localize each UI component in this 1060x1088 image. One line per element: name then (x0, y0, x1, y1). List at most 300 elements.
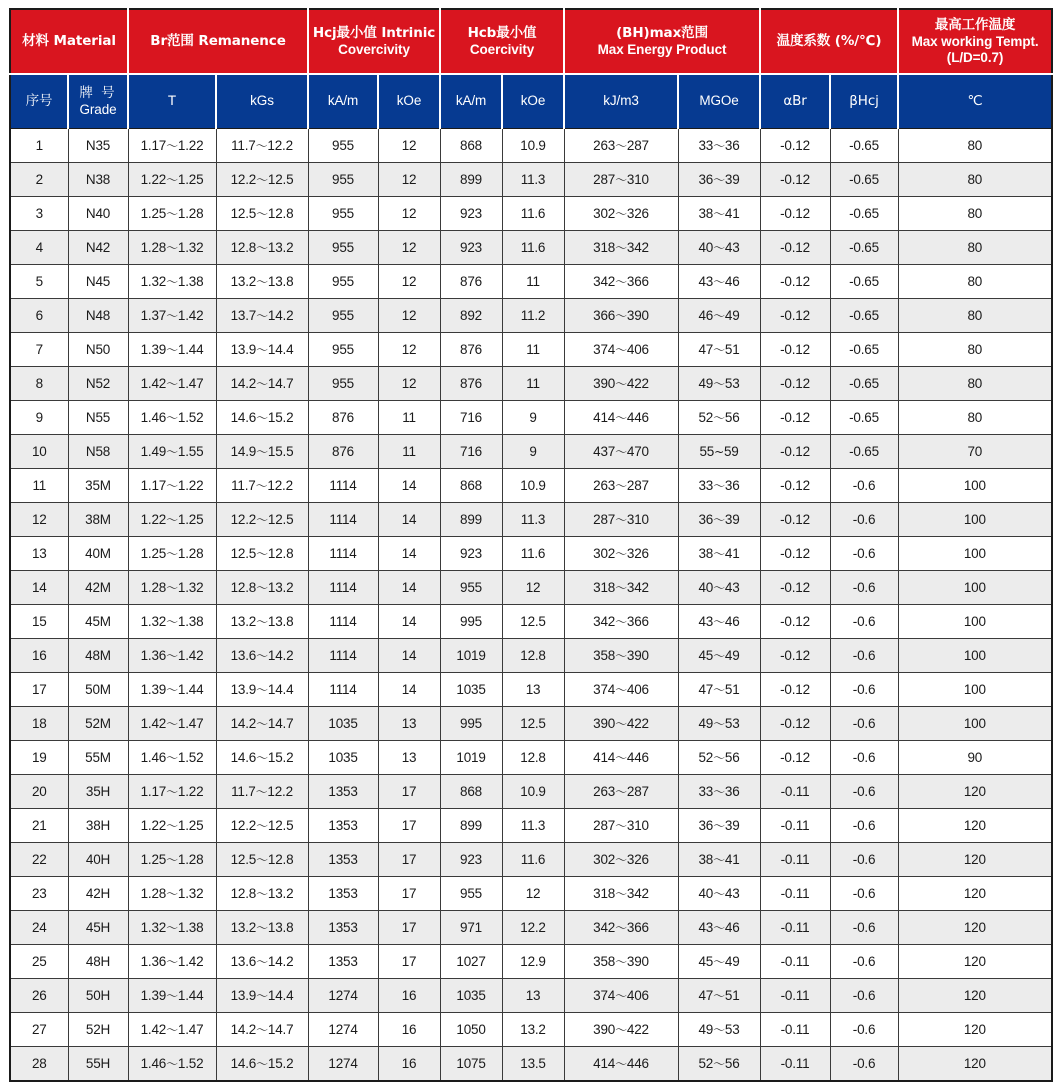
cell-grade: N50 (68, 333, 128, 367)
cell-hcj-kam: 955 (308, 231, 378, 265)
cell-hcj-koe: 12 (378, 299, 440, 333)
value-part: 14.7 (267, 1022, 294, 1037)
range-separator: ～ (713, 649, 725, 663)
range-separator: ～ (615, 377, 627, 391)
cell-bh-kjm3 (564, 775, 678, 809)
cell-temp-c: 80 (898, 333, 1052, 367)
cell-hcb-koe: 11.6 (502, 843, 564, 877)
value-part: 1.52 (177, 1056, 204, 1071)
cell-bh-kjm3 (564, 299, 678, 333)
text-line: 牌 号 (79, 85, 117, 102)
value-part: 12.5 (267, 818, 294, 833)
cell-abr: -0.12 (760, 537, 830, 571)
cell-bhcj: -0.6 (830, 877, 898, 911)
text-line: T (167, 93, 177, 109)
cell-hcj-koe: 13 (378, 707, 440, 741)
text-line: 温度系数 (%/℃) (776, 33, 882, 50)
cell-hcj-kam: 1035 (308, 707, 378, 741)
cell-br-t (128, 469, 216, 503)
cell-temp-c: 120 (898, 1047, 1052, 1082)
value-part: 12.5 (267, 512, 294, 527)
value-part: 1.44 (177, 988, 204, 1003)
range-separator: ～ (256, 241, 268, 255)
range-separator: ～ (256, 581, 268, 595)
value-part: 1.42 (140, 1022, 167, 1037)
cell-hcj-kam: 1114 (308, 469, 378, 503)
cell-bh-mgoe (678, 299, 760, 333)
cell-bh-mgoe (678, 401, 760, 435)
range-separator: ～ (615, 989, 627, 1003)
cell-temp-c: 70 (898, 435, 1052, 469)
cell-hcj-koe: 12 (378, 231, 440, 265)
table-row (10, 401, 1052, 435)
cell-hcb-kam: 923 (440, 231, 502, 265)
range-separator: ～ (713, 343, 725, 357)
cell-abr: -0.11 (760, 945, 830, 979)
value-part: 1.28 (177, 206, 204, 221)
cell-grade: 35M (68, 469, 128, 503)
value-part: 15.2 (267, 410, 294, 425)
value-part: 263 (593, 138, 616, 153)
cell-seq: 16 (10, 639, 68, 673)
cell-bh-kjm3 (564, 231, 678, 265)
value-part: 1.22 (140, 512, 167, 527)
value-part: 470 (626, 444, 649, 459)
header-unit-grade (68, 74, 128, 129)
cell-hcb-kam: 899 (440, 503, 502, 537)
cell-br-kgs (216, 1047, 308, 1082)
header-unit-row (10, 74, 1052, 129)
cell-br-kgs (216, 1013, 308, 1047)
text-line: αBr (783, 93, 807, 110)
value-part: 51 (724, 988, 740, 1003)
cell-hcj-kam: 1114 (308, 605, 378, 639)
value-part: 45 (698, 648, 714, 663)
value-part: 342 (593, 920, 616, 935)
value-part: 1.36 (140, 648, 167, 663)
value-part: 49 (698, 716, 714, 731)
value-part: 53 (724, 376, 740, 391)
value-part: 1.28 (140, 580, 167, 595)
range-separator: ～ (615, 1023, 627, 1037)
value-part: 12.5 (230, 206, 257, 221)
cell-hcb-koe: 11.6 (502, 197, 564, 231)
cell-br-kgs (216, 775, 308, 809)
range-separator: ～ (713, 309, 725, 323)
cell-grade: 52H (68, 1013, 128, 1047)
cell-hcb-koe: 12.8 (502, 741, 564, 775)
cell-bhcj: -0.6 (830, 741, 898, 775)
table-row (10, 129, 1052, 163)
range-separator: ～ (615, 581, 627, 595)
range-separator: ～ (166, 751, 178, 765)
value-part: 1.17 (140, 138, 167, 153)
cell-br-kgs (216, 299, 308, 333)
table-row (10, 843, 1052, 877)
cell-bh-mgoe (678, 1047, 760, 1082)
value-part: 310 (626, 172, 649, 187)
header-group-hcb (440, 9, 564, 74)
cell-hcj-koe: 11 (378, 401, 440, 435)
cell-br-t (128, 673, 216, 707)
range-separator: ～ (615, 649, 627, 663)
cell-seq: 28 (10, 1047, 68, 1082)
cell-abr: -0.12 (760, 333, 830, 367)
cell-bh-kjm3 (564, 469, 678, 503)
table-row (10, 571, 1052, 605)
cell-br-kgs (216, 741, 308, 775)
range-separator: ～ (713, 411, 725, 425)
cell-bh-kjm3 (564, 1013, 678, 1047)
cell-temp-c: 80 (898, 367, 1052, 401)
value-part: 11.7 (231, 784, 256, 799)
value-part: 390 (626, 308, 649, 323)
value-part: 13.9 (230, 342, 257, 357)
cell-temp-c: 80 (898, 265, 1052, 299)
value-part: 12.2 (267, 784, 293, 799)
cell-br-t (128, 707, 216, 741)
value-part: 59 (723, 444, 739, 459)
value-part: 12.8 (230, 240, 257, 255)
cell-hcj-kam: 1114 (308, 503, 378, 537)
cell-temp-c: 100 (898, 639, 1052, 673)
value-part: 302 (593, 546, 616, 561)
range-separator: ～ (166, 411, 178, 425)
text-line: (L/D=0.7) (946, 49, 1004, 65)
cell-bh-kjm3 (564, 197, 678, 231)
cell-seq: 3 (10, 197, 68, 231)
cell-hcb-kam: 1019 (440, 741, 502, 775)
cell-bhcj: -0.6 (830, 843, 898, 877)
cell-abr: -0.12 (760, 469, 830, 503)
text-line: Max working Tempt. (911, 34, 1039, 50)
value-part: 1.52 (177, 410, 204, 425)
value-part: 1.42 (140, 376, 167, 391)
cell-abr: -0.12 (760, 707, 830, 741)
cell-br-t (128, 401, 216, 435)
range-separator: ～ (713, 275, 725, 289)
value-part: 1.25 (177, 172, 204, 187)
value-part: 14.2 (267, 648, 294, 663)
text-line: Max Energy Product (597, 42, 727, 57)
cell-abr: -0.12 (760, 197, 830, 231)
cell-seq: 4 (10, 231, 68, 265)
value-part: 41 (724, 546, 740, 561)
cell-seq: 1 (10, 129, 68, 163)
range-separator: ～ (166, 785, 178, 799)
range-separator: ～ (615, 1057, 627, 1071)
cell-bhcj: -0.6 (830, 809, 898, 843)
cell-bh-mgoe (678, 707, 760, 741)
value-part: 12.8 (230, 580, 257, 595)
table-row (10, 197, 1052, 231)
value-part: 36 (724, 138, 740, 153)
value-part: 52 (698, 750, 714, 765)
cell-grade: 35H (68, 775, 128, 809)
range-separator: ～ (255, 139, 268, 153)
value-part: 414 (593, 410, 616, 425)
value-part: 1.28 (177, 546, 204, 561)
cell-hcj-koe: 17 (378, 775, 440, 809)
cell-hcb-koe: 12.9 (502, 945, 564, 979)
value-part: 13.2 (230, 920, 257, 935)
value-part: 1.42 (177, 954, 204, 969)
range-separator: ～ (256, 309, 268, 323)
cell-seq: 26 (10, 979, 68, 1013)
value-part: 47 (698, 988, 714, 1003)
cell-bh-mgoe (678, 775, 760, 809)
cell-seq: 21 (10, 809, 68, 843)
value-part: 1.22 (140, 172, 167, 187)
cell-seq: 18 (10, 707, 68, 741)
header-group-bhmax (564, 9, 760, 74)
cell-grade: 45M (68, 605, 128, 639)
cell-abr: -0.12 (760, 163, 830, 197)
cell-seq: 2 (10, 163, 68, 197)
range-separator: ～ (256, 411, 268, 425)
cell-bhcj: -0.65 (830, 401, 898, 435)
value-part: 12.2 (267, 478, 293, 493)
cell-temp-c: 90 (898, 741, 1052, 775)
value-part: 13.6 (230, 648, 257, 663)
table-head (10, 9, 1052, 129)
cell-hcb-kam: 955 (440, 877, 502, 911)
value-part: 342 (593, 274, 616, 289)
value-part: 33 (698, 138, 714, 153)
cell-br-t (128, 843, 216, 877)
cell-hcb-koe: 9 (502, 401, 564, 435)
cell-bhcj: -0.65 (830, 129, 898, 163)
cell-temp-c: 80 (898, 299, 1052, 333)
cell-br-t (128, 265, 216, 299)
range-separator: ～ (615, 683, 627, 697)
cell-bhcj: -0.6 (830, 571, 898, 605)
text-line: kGs (250, 93, 274, 109)
range-separator: ～ (256, 819, 268, 833)
value-part: 46 (698, 308, 714, 323)
cell-hcj-kam: 1114 (308, 571, 378, 605)
cell-abr: -0.12 (760, 265, 830, 299)
cell-grade: N48 (68, 299, 128, 333)
cell-hcb-kam: 876 (440, 367, 502, 401)
cell-hcj-kam: 1114 (308, 673, 378, 707)
cell-hcj-kam: 955 (308, 333, 378, 367)
cell-hcb-kam: 868 (440, 775, 502, 809)
header-unit-seq (10, 74, 68, 129)
cell-abr: -0.12 (760, 299, 830, 333)
cell-hcj-kam: 1353 (308, 775, 378, 809)
range-separator: ～ (166, 139, 178, 153)
cell-grade: 48H (68, 945, 128, 979)
cell-grade: N40 (68, 197, 128, 231)
value-part: 1.22 (140, 818, 167, 833)
range-separator: ～ (615, 275, 627, 289)
value-part: 38 (698, 206, 714, 221)
header-unit-hcb-kam (440, 74, 502, 129)
value-part: 1.55 (177, 444, 204, 459)
cell-temp-c: 100 (898, 571, 1052, 605)
range-separator: ～ (615, 955, 627, 969)
header-unit-br-kgs (216, 74, 308, 129)
cell-grade: 55H (68, 1047, 128, 1082)
cell-bh-kjm3 (564, 503, 678, 537)
value-part: 390 (593, 376, 616, 391)
cell-temp-c: 100 (898, 707, 1052, 741)
value-part: 437 (593, 444, 616, 459)
cell-temp-c: 120 (898, 775, 1052, 809)
cell-temp-c: 100 (898, 469, 1052, 503)
value-part: 1.52 (177, 750, 204, 765)
range-separator: ～ (166, 581, 178, 595)
cell-temp-c: 120 (898, 945, 1052, 979)
value-part: 39 (724, 512, 740, 527)
cell-bhcj: -0.6 (830, 1047, 898, 1082)
range-separator: ～ (713, 751, 725, 765)
cell-seq: 14 (10, 571, 68, 605)
value-part: 1.38 (177, 920, 204, 935)
cell-bh-kjm3 (564, 265, 678, 299)
header-unit-bhcj (830, 74, 898, 129)
cell-bhcj: -0.6 (830, 979, 898, 1013)
cell-bh-kjm3 (564, 129, 678, 163)
cell-bhcj: -0.6 (830, 639, 898, 673)
magnet-grade-spec-table (9, 8, 1053, 1082)
cell-grade: 38M (68, 503, 128, 537)
cell-temp-c: 80 (898, 129, 1052, 163)
text-line: Hcb最小值 (467, 25, 537, 42)
value-part: 1.46 (140, 750, 167, 765)
cell-hcj-koe: 16 (378, 979, 440, 1013)
value-part: 14.2 (230, 376, 257, 391)
cell-bhcj: -0.6 (830, 911, 898, 945)
value-part: 14.9 (230, 444, 257, 459)
cell-bh-mgoe (678, 333, 760, 367)
cell-br-kgs (216, 605, 308, 639)
cell-abr: -0.12 (760, 673, 830, 707)
cell-grade: 45H (68, 911, 128, 945)
range-separator: ～ (615, 173, 627, 187)
cell-bh-kjm3 (564, 707, 678, 741)
cell-hcb-kam: 955 (440, 571, 502, 605)
cell-br-t (128, 979, 216, 1013)
value-part: 46 (724, 274, 740, 289)
range-separator: ～ (256, 377, 268, 391)
range-separator: ～ (256, 445, 268, 459)
cell-hcb-koe: 10.9 (502, 775, 564, 809)
value-part: 390 (626, 648, 649, 663)
value-part: 38 (698, 852, 714, 867)
cell-grade: 52M (68, 707, 128, 741)
value-part: 263 (593, 784, 616, 799)
cell-bhcj: -0.65 (830, 231, 898, 265)
value-part: 1.42 (177, 308, 204, 323)
cell-bhcj: -0.65 (830, 299, 898, 333)
value-part: 51 (724, 342, 740, 357)
value-part: 1.32 (177, 886, 204, 901)
cell-br-kgs (216, 333, 308, 367)
range-separator: ～ (256, 173, 268, 187)
cell-seq: 6 (10, 299, 68, 333)
cell-bh-kjm3 (564, 367, 678, 401)
value-part: 1.39 (140, 682, 167, 697)
value-part: 318 (593, 240, 616, 255)
value-part: 1.25 (177, 512, 204, 527)
value-part: 1.49 (140, 444, 167, 459)
cell-br-t (128, 877, 216, 911)
cell-bh-mgoe (678, 129, 760, 163)
cell-hcj-kam: 1114 (308, 537, 378, 571)
value-part: 56 (724, 750, 740, 765)
value-part: 1.17 (140, 478, 167, 493)
range-separator: ～ (166, 173, 178, 187)
cell-temp-c: 100 (898, 537, 1052, 571)
cell-hcj-kam: 1353 (308, 911, 378, 945)
cell-hcj-koe: 12 (378, 197, 440, 231)
cell-hcj-koe: 11 (378, 435, 440, 469)
cell-hcb-kam: 1019 (440, 639, 502, 673)
range-separator: ～ (166, 547, 178, 561)
range-separator: ～ (713, 173, 725, 187)
value-part: 43 (724, 886, 740, 901)
range-separator: ～ (166, 1057, 178, 1071)
cell-bhcj: -0.6 (830, 469, 898, 503)
cell-seq: 12 (10, 503, 68, 537)
range-separator: ～ (256, 275, 268, 289)
cell-hcj-koe: 12 (378, 129, 440, 163)
value-part: 1.46 (140, 410, 167, 425)
value-part: 43 (724, 240, 740, 255)
value-part: 326 (626, 546, 649, 561)
value-part: 46 (724, 920, 740, 935)
cell-hcb-koe: 11 (502, 265, 564, 299)
cell-bhcj: -0.65 (830, 333, 898, 367)
cell-seq: 10 (10, 435, 68, 469)
value-part: 287 (626, 478, 649, 493)
value-part: 1.22 (177, 784, 204, 799)
text-line: kA/m (327, 93, 359, 109)
value-part: 446 (626, 750, 649, 765)
cell-hcb-koe: 12 (502, 571, 564, 605)
cell-br-kgs (216, 911, 308, 945)
cell-bhcj: -0.6 (830, 707, 898, 741)
value-part: 53 (724, 1022, 740, 1037)
range-separator: ～ (256, 649, 268, 663)
cell-seq: 25 (10, 945, 68, 979)
cell-abr: -0.12 (760, 129, 830, 163)
value-part: 12.2 (230, 512, 257, 527)
cell-hcb-kam: 876 (440, 333, 502, 367)
value-part: 1.44 (177, 342, 204, 357)
value-part: 13.9 (230, 682, 257, 697)
cell-br-t (128, 197, 216, 231)
cell-hcb-kam: 923 (440, 197, 502, 231)
range-separator: ～ (166, 853, 178, 867)
cell-hcb-koe: 13.2 (502, 1013, 564, 1047)
range-separator: ~ (714, 445, 724, 459)
value-part: 1.38 (177, 274, 204, 289)
cell-abr: -0.12 (760, 401, 830, 435)
header-unit-temp-c (898, 74, 1052, 129)
table-row (10, 333, 1052, 367)
cell-hcj-kam: 876 (308, 401, 378, 435)
cell-bhcj: -0.6 (830, 537, 898, 571)
value-part: 14.2 (230, 716, 257, 731)
range-separator: ～ (615, 853, 627, 867)
value-part: 52 (698, 410, 714, 425)
text-line: 材料 Material (22, 33, 116, 50)
cell-hcj-koe: 12 (378, 265, 440, 299)
cell-temp-c: 100 (898, 673, 1052, 707)
